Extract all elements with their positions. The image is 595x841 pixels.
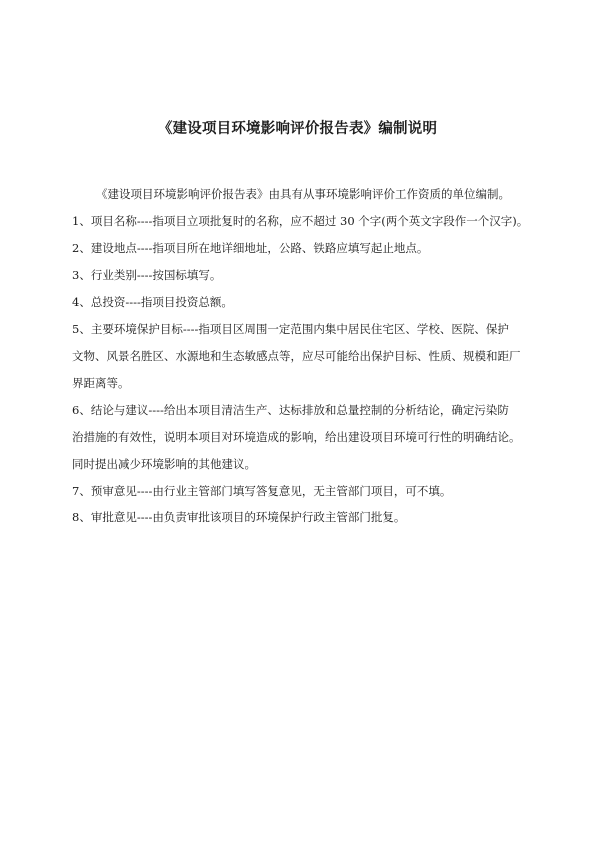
document-title: 《建设项目环境影响评价报告表》编制说明 (157, 120, 438, 137)
item-5-line-1: 5、主要环境保护目标----指项目区周围一定范围内集中居民住宅区、学校、医院、保护 (72, 322, 509, 336)
item-5-line-2: 文物、风景名胜区、水源地和生态敏感点等，应尽可能给出保护目标、性质、规模和距厂 (72, 349, 521, 363)
item-8-line-1: 8、审批意见----由负责审批该项目的环境保护行政主管部门批复。 (72, 510, 406, 524)
item-8 (72, 504, 542, 530)
item-6 (72, 397, 542, 478)
item-1 (72, 208, 542, 235)
item-2-line-1: 2、建设地点----指项目所在地详细地址，公路、铁路应填写起止地点。 (72, 241, 429, 255)
item-5 (72, 316, 542, 397)
item-3-line-1: 3、行业类别----按国标填写。 (72, 268, 222, 282)
item-1-line-1: 1、项目名称----指项目立项批复时的名称，应不超过 30 个字(两个英文字段作一个汉字)。 (72, 214, 529, 228)
item-5-line-3: 界距离等。 (72, 376, 130, 390)
item-6-line-2: 治措施的有效性，说明本项目对环境造成的影响，给出建设项目环境可行性的明确结论。 (72, 430, 521, 444)
item-3 (72, 262, 542, 289)
item-4 (72, 289, 542, 316)
intro-paragraph: 《建设项目环境影响评价报告表》由具有从事环境影响评价工作资质的单位编制。 (96, 187, 510, 201)
item-6-line-1: 6、结论与建议----给出本项目清洁生产、达标排放和总量控制的分析结论，确定污染防 (72, 403, 509, 417)
item-4-line-1: 4、总投资----指项目投资总额。 (72, 295, 233, 309)
item-2 (72, 235, 542, 262)
item-6-line-3: 同时提出减少环境影响的其他建议。 (72, 457, 256, 471)
item-7 (72, 478, 542, 504)
document-body (72, 181, 542, 530)
item-7-line-1: 7、预审意见----由行业主管部门填写答复意见，无主管部门项目，可不填。 (72, 484, 452, 498)
